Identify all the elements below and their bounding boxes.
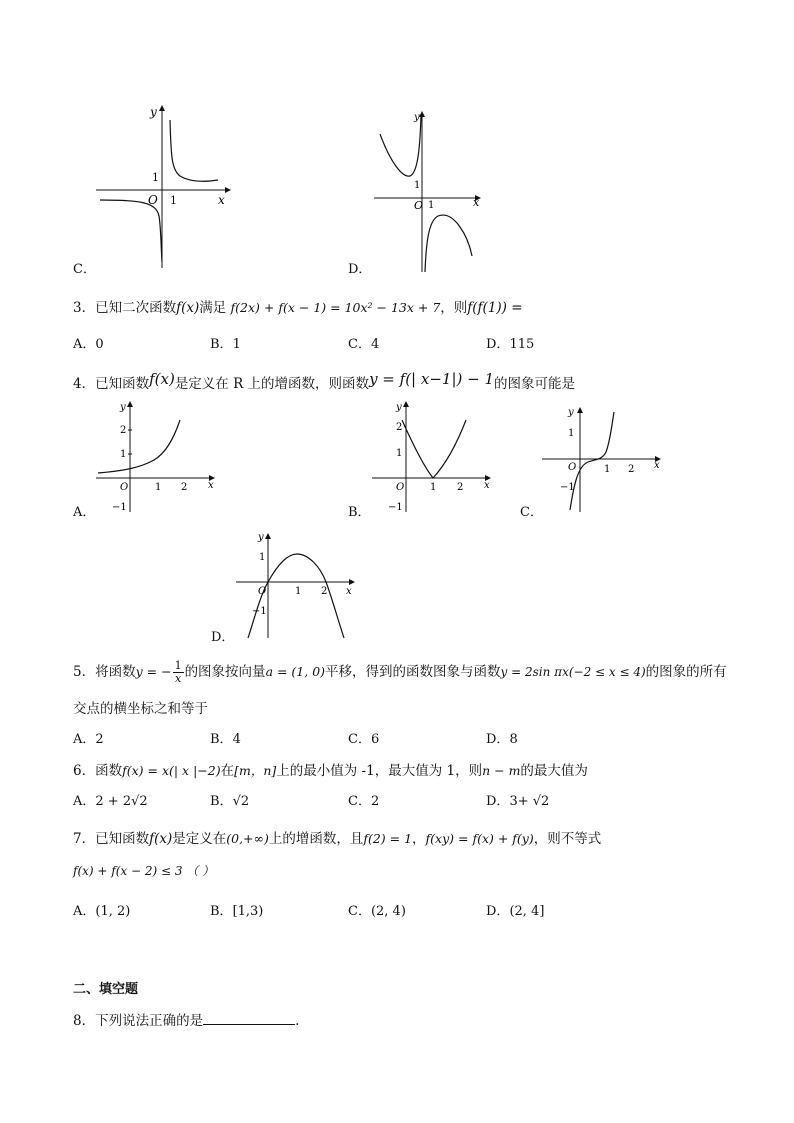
svg-text:1: 1 <box>604 464 611 475</box>
answer-blank[interactable] <box>203 1012 295 1025</box>
q4-option-b[interactable]: B． <box>348 505 371 520</box>
q3-option-c[interactable]: C．4 <box>348 337 380 352</box>
svg-text:y: y <box>258 532 264 543</box>
svg-text:x: x <box>208 480 214 491</box>
q5-option-b[interactable]: B．4 <box>210 732 241 747</box>
q6-option-a[interactable]: A．2 + 2√2 <box>73 794 148 809</box>
svg-text:−1: −1 <box>560 482 575 493</box>
q3-option-b[interactable]: B．1 <box>210 337 241 352</box>
option-c-label: C． <box>73 262 96 277</box>
svg-text:1: 1 <box>120 449 127 460</box>
graph-top-d <box>370 106 490 276</box>
svg-text:x: x <box>654 460 660 471</box>
svg-text:O: O <box>568 462 577 473</box>
origin-label: O <box>414 199 424 212</box>
q6-option-c[interactable]: C．2 <box>348 794 380 809</box>
q7-option-b[interactable]: B．[1,3) <box>210 904 264 919</box>
q4-option-c[interactable]: C． <box>520 505 543 520</box>
q-math: f(x) <box>176 300 200 316</box>
q3-option-a[interactable]: A．0 <box>73 337 104 352</box>
question-7-line-2: f(x) + f(x − 2) ≤ 3 （ ） <box>73 864 215 878</box>
q4-option-d[interactable]: D． <box>211 630 235 645</box>
q-text: 满足 <box>199 300 227 316</box>
q3-option-d[interactable]: D．115 <box>486 337 535 352</box>
svg-text:1: 1 <box>568 428 575 439</box>
q-math: f(2x) + f(x − 1) = 10x² − 13x + 7 <box>230 300 441 315</box>
q4-graph-a <box>92 398 222 516</box>
q5-option-a[interactable]: A．2 <box>73 732 104 747</box>
question-5-line-2: 交点的横坐标之和等于 <box>73 701 208 717</box>
svg-text:O: O <box>258 586 267 597</box>
tick-y-1: 1 <box>152 171 159 184</box>
q6-option-d[interactable]: D．3+ √2 <box>486 794 550 809</box>
svg-text:−1: −1 <box>388 502 403 513</box>
question-8: 8．下列说法正确的是 . <box>73 1013 300 1029</box>
tick-x-1: 1 <box>170 194 177 207</box>
question-6: 6．函数f(x) = x(| x |−2)在[m，n]上的最小值为 -1，最大值为 1，则n − m的最大值为 <box>73 763 588 779</box>
option-d-label: D． <box>348 262 372 277</box>
q-math: f(f(1)) = <box>467 300 523 316</box>
q-text: ，则 <box>440 300 468 316</box>
q4-graph-c <box>540 404 665 516</box>
svg-text:1: 1 <box>295 586 302 597</box>
svg-text:y: y <box>568 407 574 418</box>
q4-graph-b <box>368 398 498 516</box>
svg-text:y: y <box>120 402 126 413</box>
tick-x-1: 1 <box>428 200 435 211</box>
tick-y-1: 1 <box>414 180 421 191</box>
svg-text:y: y <box>396 402 402 413</box>
svg-text:1: 1 <box>430 482 437 493</box>
q-math: y = f(| x−1|) − 1 <box>369 370 494 388</box>
svg-text:O: O <box>396 482 405 493</box>
y-axis-label: y <box>414 112 420 123</box>
section-title: 二、填空题 <box>73 982 139 997</box>
q4-graph-d <box>234 530 359 640</box>
q6-option-b[interactable]: B．√2 <box>210 794 250 809</box>
svg-text:2: 2 <box>396 422 403 433</box>
svg-text:1: 1 <box>396 448 403 459</box>
question-3 <box>73 296 523 316</box>
x-axis-label: x <box>473 196 480 209</box>
question-5-line-1: 5．将函数y = − $\frac{1}{x}$ 的图象按向量a = (1, 0)平移，得到的函数图象与函数y = 2sin πx(−2 ≤ x ≤ 4)的图象的所有 <box>73 659 727 685</box>
q-text: 已知二次函数 <box>95 300 177 316</box>
svg-text:1: 1 <box>259 552 266 563</box>
svg-text:2: 2 <box>628 464 635 475</box>
q7-option-a[interactable]: A．(1, 2) <box>73 904 131 919</box>
svg-text:2: 2 <box>321 586 328 597</box>
svg-text:1: 1 <box>155 482 162 493</box>
x-axis-label: x <box>218 193 225 207</box>
q7-option-c[interactable]: C．(2, 4) <box>348 904 406 919</box>
svg-text:O: O <box>120 482 129 493</box>
graph-top-c <box>90 98 240 273</box>
question-7-line-1: 7．已知函数f(x)是定义在(0,+∞)上的增函数，且f(2) = 1，f(xy) = f(x) + f(y)，则不等式 <box>73 831 602 847</box>
svg-text:2: 2 <box>457 482 464 493</box>
q-number: 3． <box>73 300 96 316</box>
q5-option-d[interactable]: D．8 <box>486 732 518 747</box>
q7-option-d[interactable]: D．(2, 4] <box>486 904 545 919</box>
q-math: f(x) <box>149 370 175 388</box>
svg-text:2: 2 <box>120 425 127 436</box>
y-axis-label: y <box>150 105 157 119</box>
svg-text:x: x <box>346 586 352 597</box>
svg-text:−1: −1 <box>112 502 127 513</box>
q5-option-c[interactable]: C．6 <box>348 732 380 747</box>
question-4: 4．已知函数f(x)是定义在 R 上的增函数，则函数y = f(| x−1|) − 1的图象可能是 <box>73 370 575 392</box>
svg-text:x: x <box>484 480 490 491</box>
q4-option-a[interactable]: A． <box>73 505 96 520</box>
svg-text:2: 2 <box>181 482 188 493</box>
svg-text:−1: −1 <box>252 606 267 617</box>
origin-label: O <box>148 193 158 207</box>
